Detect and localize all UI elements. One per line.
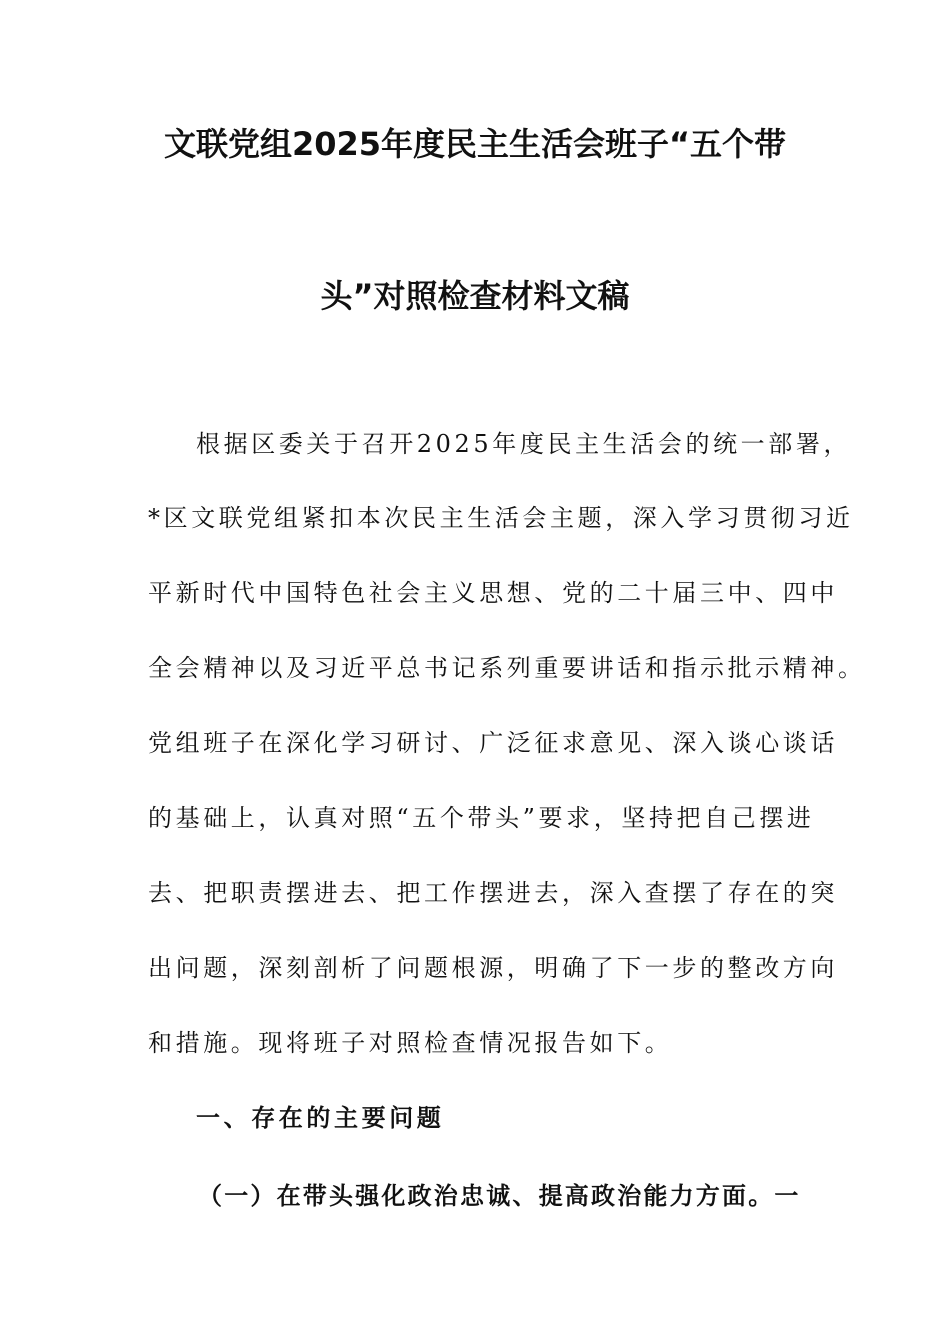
paragraph-line: 出问题，深刻剖析了问题根源，明确了下一步的整改方向	[148, 954, 838, 982]
paragraph-line: 和措施。现将班子对照检查情况报告如下。	[148, 1029, 673, 1057]
paragraph-line: *区文联党组紧扣本次民主生活会主题，深入学习贯彻习近	[148, 504, 854, 532]
paragraph-line: 全会精神以及习近平总书记系列重要讲话和指示批示精神。	[148, 654, 866, 682]
paragraph-line: 根据区委关于召开2025年度民主生活会的统一部署，	[196, 430, 852, 458]
document-title-line-1: 文联党组2025年度民主生活会班子“五个带	[163, 125, 787, 163]
paragraph-line: 平新时代中国特色社会主义思想、党的二十届三中、四中	[148, 579, 838, 607]
section-heading: 一、存在的主要问题	[196, 1103, 445, 1132]
paragraph-line: 党组班子在深化学习研讨、广泛征求意见、深入谈心谈话	[148, 729, 838, 757]
subsection-heading: （一）在带头强化政治忠诚、提高政治能力方面。一	[198, 1181, 801, 1210]
paragraph-line: 的基础上，认真对照“五个带头”要求，坚持把自己摆进	[148, 804, 815, 832]
document-title-line-2: 头”对照检查材料文稿	[320, 277, 630, 315]
paragraph-line: 去、把职责摆进去、把工作摆进去，深入查摆了存在的突	[148, 879, 838, 907]
